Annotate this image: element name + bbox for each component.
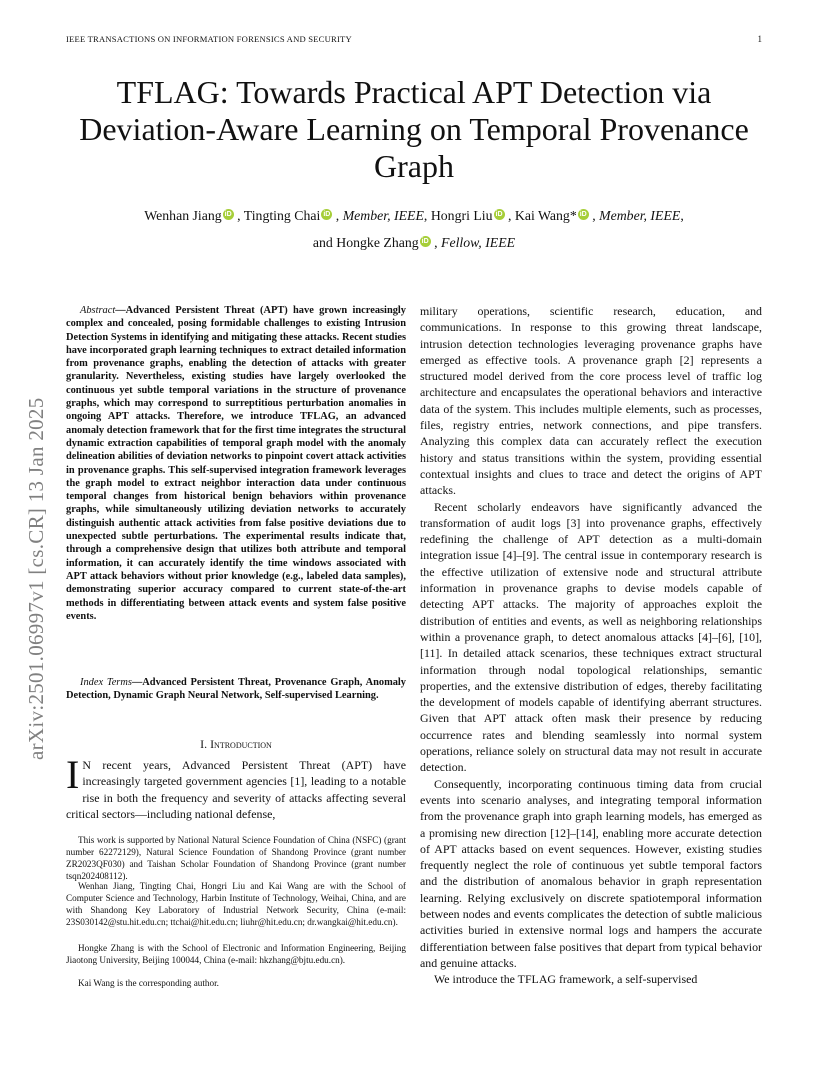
orcid-icon[interactable]: iD: [495, 211, 503, 218]
footnote: Wenhan Jiang, Tingting Chai, Hongri Liu and Kai Wang are with the School of Computer Science and Technology, Harbin Institute of Technology, Weihai, China, and are with Shandong Key Laboratory of Industrial Network Security, China (e-mail: 23S030142@stu.hit.edu.cn; ttchai@hit.edu.cn; liuhr@hit.edu.cn; dr.wangkai@hit.edu.cn).: [66, 881, 406, 927]
author-name: Tingting Chai: [243, 208, 321, 223]
orcid-icon[interactable]: iD: [224, 211, 232, 218]
author-name: Hongri Liu: [430, 208, 493, 223]
footnote: This work is supported by National Natural Science Foundation of China (NSFC) (grant number 62272129), Natural Science Foundation of Shandong Province (grant number ZR2023QF030) and Taishan Scholar Foundation of Shandong Province (grant number tsqn202408112).: [66, 835, 406, 881]
abstract-text: —Advanced Persistent Threat (APT) have grown increasingly complex and concealed, posing formidable challenges to existing Intrusion Detection Systems in identifying and mitigating these attacks. Recent studies have incorporated graph learning techniques to extract detailed information from provenance graphs, enabling the detection of attacks with greater granularity. Nevertheless, existing studies have largely overlooked the continuous yet subtle temporal variations in the structure of provenance graphs, which may correspond to surreptitious perturbation anomalies in ongoing APT attacks. Therefore, we introduce TFLAG, an advanced anomaly detection framework that for the first time integrates the structural dynamic extraction capabilities of temporal graph model with the anomaly delineation abilities of deviation networks to pinpoint covert attack activities in provenance graphs. This self-supervised integration framework leverages the graph model to extract neighbor interaction data under continuous temporal changes from historical benign behaviors within provenance graphs, while simultaneously utilizing deviation networks to accurately distinguish authentic attack activities from false positive deviations due to unexpected subtle perturbations. The experimental results indicate that, through a comprehensive design that utilizes both attribute and temporal information, it can accurately identify the time windows associated with APT attack behaviors without prior knowledge (e.g., labeled data samples), demonstrating superior accuracy compared to current state-of-the-art methods in differentiating between attack events and system false positive events.: [66, 305, 406, 622]
index-terms: [66, 676, 406, 703]
author-membership: Member, IEEE: [599, 208, 681, 223]
author-membership: Member, IEEE: [342, 208, 424, 223]
index-terms-label: Index Terms: [80, 677, 132, 688]
orcid-icon[interactable]: iD: [579, 211, 587, 218]
author-name: Hongke Zhang: [336, 235, 419, 250]
author-membership: Fellow, IEEE: [441, 235, 516, 250]
body-paragraph: Recent scholarly endeavors have significantly advanced the transformation of audit logs [3] into provenance graphs, effectively redefining the challenge of APT detection as a multi-domain integration issue [4]–[9]. The central issue in contemporary research is the effective utilization of extensive node and structural attribute information in provenance graphs to devise models capable of detecting APT attacks. The majority of approaches exploit the distribution of entities and events, as well as neighboring relationships within a provenance graph, to detect anomalous attacks [4]–[6], [10], [11]. In detailed attack scenarios, these techniques extract structural information through nodal topological relationships, semantic properties, and the extensive distribution of edges, thereby facilitating the development of models capable of identifying aberrant structures. Given that APT attack often mask their presence by reducing occurrence rates and blending seamlessly into normal system operations, reliance solely on structural data may not result in accurate detection.: [420, 499, 762, 775]
body-paragraph: Consequently, incorporating continuous timing data from crucial events into scenario analyses, and integrating temporal information from the provenance graph into graph learning models, has emerged as a promising new direction [12]–[14], enabling more accurate detection of APT attacks based on event sequences. However, existing studies frequently neglect the role of continuous yet subtle temporal factors and the distribution of anomalous behavior in graph representation learning. Relying exclusively on discrete spatiotemporal information between nodes and events complicates the detection of subtle malicious activities buried in extensive normal logs and hampers the accurate differentiation between false positives that depart from typical behavior and genuine attacks.: [420, 776, 762, 970]
author-line-2: and Hongke Zhang iD , Fellow, IEEE: [312, 235, 516, 250]
orcid-icon[interactable]: iD: [421, 238, 429, 245]
abstract-label: Abstract: [80, 305, 116, 316]
footnote: Hongke Zhang is with the School of Electronic and Information Engineering, Beijing Jiaotong University, Beijing 100044, China (e-mail: hkzhang@bjtu.edu.cn).: [66, 943, 406, 965]
section-heading: I. Introduction: [200, 737, 272, 751]
author-line-1: Wenhan Jiang iD , Tingting Chai iD , Member, IEEE, Hongri Liu iD , Kai Wang* iD , Member, IEEE,: [144, 208, 684, 223]
footnote: Kai Wang is the corresponding author.: [78, 978, 219, 988]
index-terms-text: —Advanced Persistent Threat, Provenance Graph, Anomaly Detection, Dynamic Graph Neural Network, Self-supervised Learning.: [66, 677, 407, 702]
arxiv-stamp: arXiv:2501.06997v1 [cs.CR] 13 Jan 2025: [24, 397, 48, 760]
author-name: Kai Wang*: [514, 208, 577, 223]
page-number: 1: [757, 34, 762, 44]
body-paragraph: military operations, scientific research, education, and communications. In response to this growing threat landscape, intrusion detection technologies leveraging provenance graphs have emerged as effective tools. A provenance graph [2] represents a structured model derived from the core process level of traffic log architecture and encapsulates the operational behaviors and interactive data of the system. This includes multiple elements, such as processes, files, registry entries, network connections, and pipe transfers. Analyzing this complex data can accurately reflect the execution history and status transitions within the system, providing essential contextual insights and clues to trace and detect the origins of APT attacks.: [420, 304, 762, 498]
paper-title: TFLAG: Towards Practical APT Detection via Deviation-Aware Learning on Temporal Provenance Graph: [79, 74, 749, 184]
drop-cap: I: [66, 752, 80, 797]
running-header: IEEE TRANSACTIONS ON INFORMATION FORENSICS AND SECURITY: [66, 34, 352, 44]
right-column: [420, 303, 762, 987]
abstract: [66, 304, 406, 623]
author-name: Wenhan Jiang: [144, 208, 222, 223]
intro-paragraph: I N recent years, Advanced Persistent Threat (APT) have increasingly targeted government agencies [1], leading to a notable rise in both the frequency and severity of attacks affecting several critical sectors—including national defense,: [66, 752, 406, 821]
body-paragraph: We introduce the TFLAG framework, a self-supervised: [434, 972, 698, 987]
orcid-icon[interactable]: iD: [323, 211, 331, 218]
